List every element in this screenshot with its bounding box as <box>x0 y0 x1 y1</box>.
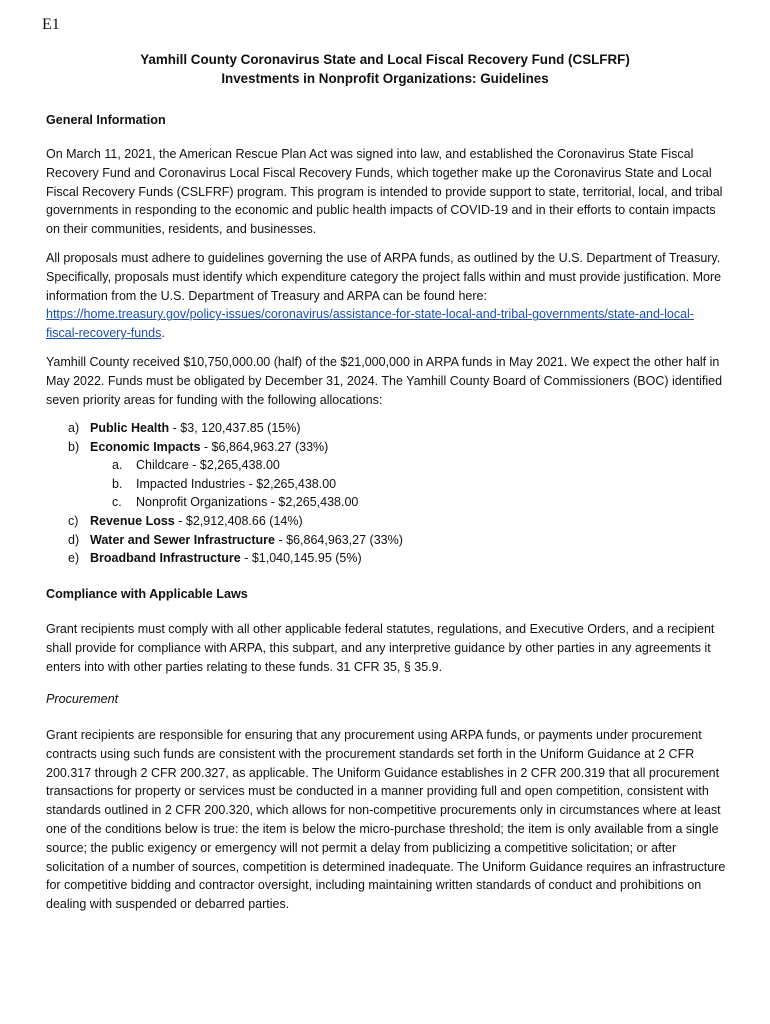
allocation-amount: - $3, 120,437.85 (15%) <box>169 421 301 435</box>
list-item <box>46 512 726 531</box>
procurement-heading: Procurement <box>46 692 119 706</box>
allocation-amount: - $6,864,963,27 (33%) <box>275 532 403 547</box>
general-paragraph-1 <box>46 145 726 239</box>
list-marker: b) <box>68 439 80 454</box>
list-item <box>46 531 726 550</box>
list-item <box>46 419 726 438</box>
list-marker: d) <box>68 532 80 547</box>
paragraph-text: Grant recipients must comply with all other applicable federal statutes, regulations, and Executive Orders, and a recipient shall provide for compliance with ARPA, this subpart, and any interpretive guidance by other parties in any agreements it enters into with other parties relating to these funds. 31 CFR 35, § 35.9. <box>46 622 715 674</box>
list-marker: e) <box>68 551 80 566</box>
allocation-name: Public Health <box>90 421 170 435</box>
treasury-link[interactable]: https://home.treasury.gov/policy-issues/coronavirus/assistance-for-state-local-and-tribal-governments/state-and-local- fiscal-recovery-funds <box>46 307 694 341</box>
title-line-1: Yamhill County Coronavirus State and Local Fiscal Recovery Fund (CSLFRF) <box>140 52 630 67</box>
allocation-amount: - $2,912,408.66 (14%) <box>174 513 303 528</box>
sub-list-item <box>46 475 726 494</box>
allocation-amount: - $6,864,963.27 (33%) <box>200 439 329 454</box>
allocation-name: Water and Sewer Infrastructure <box>90 532 276 547</box>
allocation-list <box>46 419 726 568</box>
compliance-paragraph <box>46 620 726 676</box>
procurement-section <box>46 690 726 709</box>
general-information-heading: General Information <box>46 113 166 127</box>
allocation-name: Revenue Loss <box>90 513 175 528</box>
sub-item-text: Nonprofit Organizations - $2,265,438.00 <box>136 495 359 510</box>
paragraph-text: All proposals must adhere to guidelines governing the use of ARPA funds, as outlined by the U.S. Department of Treasury. Specifically, proposals must identify which expenditure category the project falls within and must provide justification. More information from the U.S. Department of Treasury and ARPA can be found here: <box>46 251 722 303</box>
list-item <box>46 438 726 457</box>
general-paragraph-3 <box>46 353 726 409</box>
sub-list-item <box>46 456 726 475</box>
list-item <box>46 549 726 568</box>
title-line-2: Investments in Nonprofit Organizations: Guidelines <box>221 71 549 86</box>
compliance-heading: Compliance with Applicable Laws <box>46 587 248 601</box>
allocation-name: Economic Impacts <box>90 439 201 454</box>
paragraph-text: On March 11, 2021, the American Rescue Plan Act was signed into law, and established the Coronavirus State Fiscal Recovery Fund and Coronavirus Local Fiscal Recovery Funds, which together make up the Coronavirus State and Local Fiscal Recovery Funds (CSLFRF) program. This program is intended to provide support to state, territorial, local, and tribal governments in responding to the economic and public health impacts of COVID-19 and in their efforts to contain impacts on their communities, residents, and businesses. <box>46 147 723 237</box>
list-marker: b. <box>112 476 123 491</box>
page-tag: E1 <box>42 16 60 33</box>
allocation-amount: - $1,040,145.95 (5%) <box>240 551 362 566</box>
link-suffix: . <box>161 326 165 341</box>
paragraph-text: Grant recipients are responsible for ensuring that any procurement using ARPA funds, or payments under procurement contracts using such funds are consistent with the procurement standards set forth in the Uniform Guidance at 2 CFR 200.317 through 2 CFR 200.327, as applicable. The Uniform Guidance establishes in 2 CFR 200.319 that all procurement transactions for property or services must be conducted in a manner providing full and open competition, consistent with standards outlined in 2 CFR 200.320, which allows for non-competitive procurements only in circumstances where at least one of the conditions below is true: the item is below the micro-purchase threshold; the item is only available from a single source; the public exigency or emergency will not permit a delay from publicizing a competitive solicitation; or after solicitation of a number of sources, competition is determined inadequate. The Uniform Guidance requires an infrastructure for competitive bidding and contractor oversight, including maintaining written standards of conduct and prohibitions on dealing with suspended or debarred parties. <box>46 728 726 912</box>
compliance-section <box>46 585 726 604</box>
list-marker: a) <box>68 421 80 435</box>
general-information-section <box>46 111 726 130</box>
paragraph-text: Yamhill County received $10,750,000.00 (half) of the $21,000,000 in ARPA funds in May 2021. We expect the other half in May 2022. Funds must be obligated by December 31, 2024. The Yamhill County Board of Commissioners (BOC) identified seven priority areas for funding with the following allocations: <box>46 355 723 407</box>
list-marker: c. <box>112 495 122 510</box>
document-title <box>0 50 770 88</box>
procurement-paragraph <box>46 726 726 914</box>
allocation-name: Broadband Infrastructure <box>90 551 241 566</box>
sub-item-text: Impacted Industries - $2,265,438.00 <box>136 476 337 491</box>
general-paragraph-2 <box>46 249 726 343</box>
list-marker: c) <box>68 513 79 528</box>
list-marker: a. <box>112 458 123 473</box>
sub-item-text: Childcare - $2,265,438.00 <box>136 458 280 473</box>
sub-list-item <box>46 493 726 512</box>
